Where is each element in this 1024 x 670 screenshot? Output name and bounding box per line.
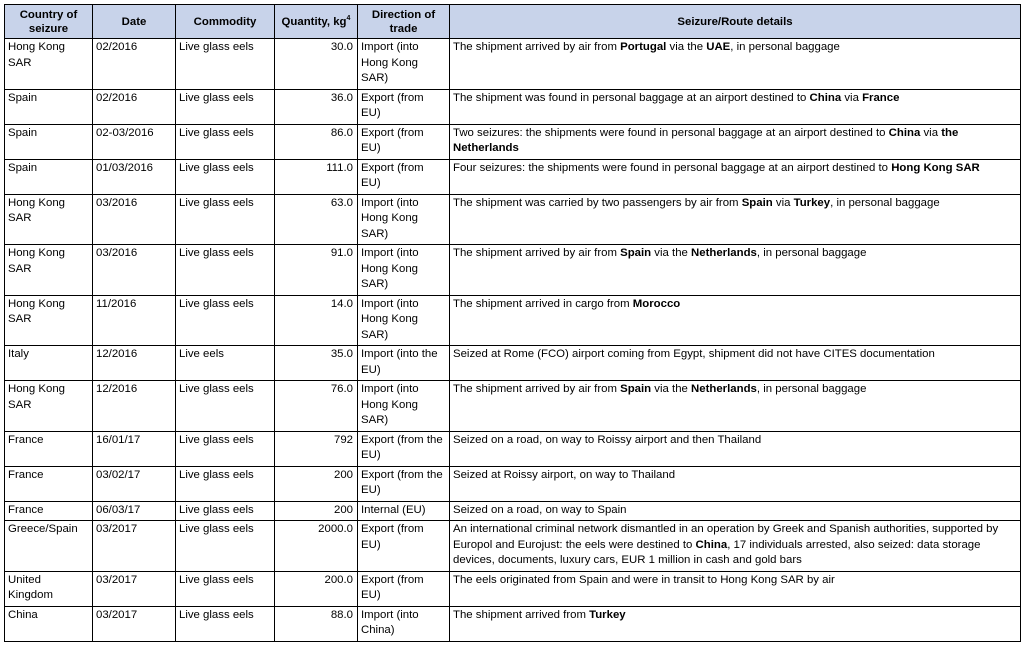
cell-direction: Export (from EU) xyxy=(358,521,450,572)
cell-date: 11/2016 xyxy=(93,295,176,346)
cell-country: China xyxy=(5,606,93,641)
cell-details xyxy=(450,124,1021,159)
cell-date: 03/2017 xyxy=(93,571,176,606)
table-row xyxy=(5,466,1021,501)
cell-direction: Internal (EU) xyxy=(358,501,450,521)
details-highlight: Morocco xyxy=(632,297,681,310)
details-text: Seized at Rome (FCO) airport coming from Egypt, shipment did not have CITES documentation xyxy=(453,348,935,360)
details-highlight: France xyxy=(862,91,900,104)
seizures-table xyxy=(4,4,1021,642)
cell-direction: Import (into Hong Kong SAR) xyxy=(358,194,450,245)
cell-quantity: 91.0 xyxy=(275,245,358,296)
details-text: , in personal baggage xyxy=(756,383,867,395)
cell-direction: Export (from the EU) xyxy=(358,466,450,501)
table-row xyxy=(5,381,1021,432)
details-text: via xyxy=(772,196,794,209)
cell-quantity: 200.0 xyxy=(275,571,358,606)
details-highlight: Spain xyxy=(741,196,773,209)
cell-quantity: 2000.0 xyxy=(275,521,358,572)
header-commodity: Commodity xyxy=(176,5,275,39)
details-highlight: the Netherlands xyxy=(453,126,959,154)
cell-date: 02-03/2016 xyxy=(93,124,176,159)
cell-direction: Export (from EU) xyxy=(358,124,450,159)
cell-quantity: 36.0 xyxy=(275,89,358,124)
cell-country: Spain xyxy=(5,89,93,124)
cell-details xyxy=(450,381,1021,432)
cell-details xyxy=(450,295,1021,346)
cell-commodity: Live glass eels xyxy=(176,124,275,159)
cell-country: United Kingdom xyxy=(5,571,93,606)
cell-commodity: Live eels xyxy=(176,346,275,381)
header-country: Country of seizure xyxy=(5,5,93,39)
cell-country: Hong Kong SAR xyxy=(5,295,93,346)
cell-commodity: Live glass eels xyxy=(176,89,275,124)
details-text: , in personal baggage xyxy=(830,196,940,209)
cell-quantity: 86.0 xyxy=(275,124,358,159)
cell-date: 02/2016 xyxy=(93,89,176,124)
cell-details xyxy=(450,521,1021,572)
details-text: Two seizures: the shipments were found in personal baggage at an airport destined to xyxy=(453,126,889,139)
cell-date: 03/2016 xyxy=(93,245,176,296)
cell-direction: Import (into the EU) xyxy=(358,346,450,381)
cell-commodity: Live glass eels xyxy=(176,381,275,432)
table-row xyxy=(5,124,1021,159)
details-text: The shipment arrived by air from xyxy=(453,383,621,395)
cell-direction: Import (into Hong Kong SAR) xyxy=(358,381,450,432)
cell-direction: Import (into China) xyxy=(358,606,450,641)
cell-commodity: Live glass eels xyxy=(176,295,275,346)
table-row xyxy=(5,194,1021,245)
cell-date: 12/2016 xyxy=(93,346,176,381)
details-text: The shipment arrived from xyxy=(453,608,590,621)
cell-details xyxy=(450,466,1021,501)
details-text: The shipment was found in personal baggage at an airport destined to xyxy=(453,91,810,104)
table-row xyxy=(5,245,1021,296)
table-row xyxy=(5,571,1021,606)
cell-commodity: Live glass eels xyxy=(176,39,275,90)
cell-date: 06/03/17 xyxy=(93,501,176,521)
cell-quantity: 88.0 xyxy=(275,606,358,641)
table-row xyxy=(5,501,1021,521)
details-highlight: Spain xyxy=(620,383,652,395)
cell-quantity: 30.0 xyxy=(275,39,358,90)
cell-details xyxy=(450,39,1021,90)
cell-date: 03/2017 xyxy=(93,521,176,572)
cell-direction: Export (from the EU) xyxy=(358,431,450,466)
table-row xyxy=(5,159,1021,194)
cell-commodity: Live glass eels xyxy=(176,606,275,641)
details-highlight: Netherlands xyxy=(691,247,757,259)
footnote-marker: 4 xyxy=(346,14,351,22)
table-body xyxy=(5,39,1021,642)
table-row xyxy=(5,295,1021,346)
table-row xyxy=(5,39,1021,90)
cell-details xyxy=(450,194,1021,245)
cell-details xyxy=(450,346,1021,381)
details-highlight: China xyxy=(809,91,842,104)
cell-direction: Import (into Hong Kong SAR) xyxy=(358,295,450,346)
details-text: The eels originated from Spain and were in transit to Hong Kong SAR by air xyxy=(453,573,835,586)
cell-commodity: Live glass eels xyxy=(176,194,275,245)
details-text: Seized on a road, on way to Roissy airport and then Thailand xyxy=(453,433,762,446)
cell-details xyxy=(450,571,1021,606)
header-quantity-label: Quantity, kg xyxy=(281,15,347,28)
table-row xyxy=(5,346,1021,381)
cell-date: 16/01/17 xyxy=(93,431,176,466)
cell-quantity: 200 xyxy=(275,501,358,521)
cell-country: France xyxy=(5,431,93,466)
cell-commodity: Live glass eels xyxy=(176,245,275,296)
details-text: The shipment arrived by air from xyxy=(453,41,621,53)
cell-details xyxy=(450,89,1021,124)
details-text: via the xyxy=(651,383,692,395)
details-text: via the xyxy=(651,247,692,259)
cell-date: 01/03/2016 xyxy=(93,159,176,194)
cell-direction: Import (into Hong Kong SAR) xyxy=(358,245,450,296)
cell-quantity: 63.0 xyxy=(275,194,358,245)
table-row xyxy=(5,431,1021,466)
details-text: The shipment was carried by two passengers by air from xyxy=(453,196,742,209)
cell-date: 03/02/17 xyxy=(93,466,176,501)
details-text: Seized at Roissy airport, on way to Thailand xyxy=(453,468,676,481)
details-highlight: Netherlands xyxy=(691,383,757,395)
details-highlight: Portugal xyxy=(620,41,667,53)
cell-details xyxy=(450,501,1021,521)
cell-quantity: 76.0 xyxy=(275,381,358,432)
cell-commodity: Live glass eels xyxy=(176,501,275,521)
cell-details xyxy=(450,606,1021,641)
details-highlight: UAE xyxy=(706,41,731,53)
details-highlight: China xyxy=(888,126,921,139)
details-text: The shipment arrived in cargo from xyxy=(453,297,633,310)
cell-country: Hong Kong SAR xyxy=(5,245,93,296)
cell-commodity: Live glass eels xyxy=(176,571,275,606)
cell-direction: Export (from EU) xyxy=(358,159,450,194)
details-text: via xyxy=(841,91,863,104)
cell-country: Greece/Spain xyxy=(5,521,93,572)
header-details: Seizure/Route details xyxy=(450,5,1021,39)
cell-country: Hong Kong SAR xyxy=(5,39,93,90)
details-highlight: China xyxy=(695,538,728,551)
cell-date: 03/2017 xyxy=(93,606,176,641)
table-row xyxy=(5,521,1021,572)
cell-quantity: 111.0 xyxy=(275,159,358,194)
details-text: , in personal baggage xyxy=(756,247,867,259)
table-row xyxy=(5,89,1021,124)
details-text: , in personal baggage xyxy=(730,41,840,53)
cell-commodity: Live glass eels xyxy=(176,159,275,194)
cell-country: France xyxy=(5,501,93,521)
details-text: via xyxy=(920,126,942,139)
header-direction: Direction of trade xyxy=(358,5,450,39)
cell-quantity: 792 xyxy=(275,431,358,466)
details-highlight: Spain xyxy=(620,247,652,259)
details-text: , 17 individuals arrested, also seized: data storage devices, documents, luxury cars, EUR 1 million in cash and gold bars xyxy=(453,538,981,566)
cell-details xyxy=(450,159,1021,194)
header-date: Date xyxy=(93,5,176,39)
cell-details xyxy=(450,431,1021,466)
cell-country: Hong Kong SAR xyxy=(5,194,93,245)
cell-date: 12/2016 xyxy=(93,381,176,432)
details-text: via the xyxy=(666,41,707,53)
cell-country: Spain xyxy=(5,159,93,194)
header-quantity xyxy=(275,5,358,39)
cell-country: Italy xyxy=(5,346,93,381)
cell-commodity: Live glass eels xyxy=(176,466,275,501)
cell-quantity: 35.0 xyxy=(275,346,358,381)
cell-quantity: 14.0 xyxy=(275,295,358,346)
cell-date: 02/2016 xyxy=(93,39,176,90)
cell-details xyxy=(450,245,1021,296)
cell-direction: Export (from EU) xyxy=(358,571,450,606)
cell-country: Hong Kong SAR xyxy=(5,381,93,432)
details-text: Seized on a road, on way to Spain xyxy=(453,503,627,516)
cell-direction: Export (from EU) xyxy=(358,89,450,124)
details-highlight: Turkey xyxy=(793,196,831,209)
cell-quantity: 200 xyxy=(275,466,358,501)
cell-direction: Import (into Hong Kong SAR) xyxy=(358,39,450,90)
cell-country: Spain xyxy=(5,124,93,159)
details-highlight: Hong Kong SAR xyxy=(891,161,980,174)
cell-commodity: Live glass eels xyxy=(176,521,275,572)
details-text: Four seizures: the shipments were found in personal baggage at an airport destined to xyxy=(453,161,892,174)
cell-commodity: Live glass eels xyxy=(176,431,275,466)
table-row xyxy=(5,606,1021,641)
details-highlight: Turkey xyxy=(589,608,626,621)
cell-country: France xyxy=(5,466,93,501)
details-text: The shipment arrived by air from xyxy=(453,247,621,259)
cell-date: 03/2016 xyxy=(93,194,176,245)
details-text: An international criminal network dismantled in an operation by Greek and Spanish authorities, supported by Europol and Eurojust: the eels were destined to xyxy=(453,523,999,551)
header-row xyxy=(5,5,1021,39)
